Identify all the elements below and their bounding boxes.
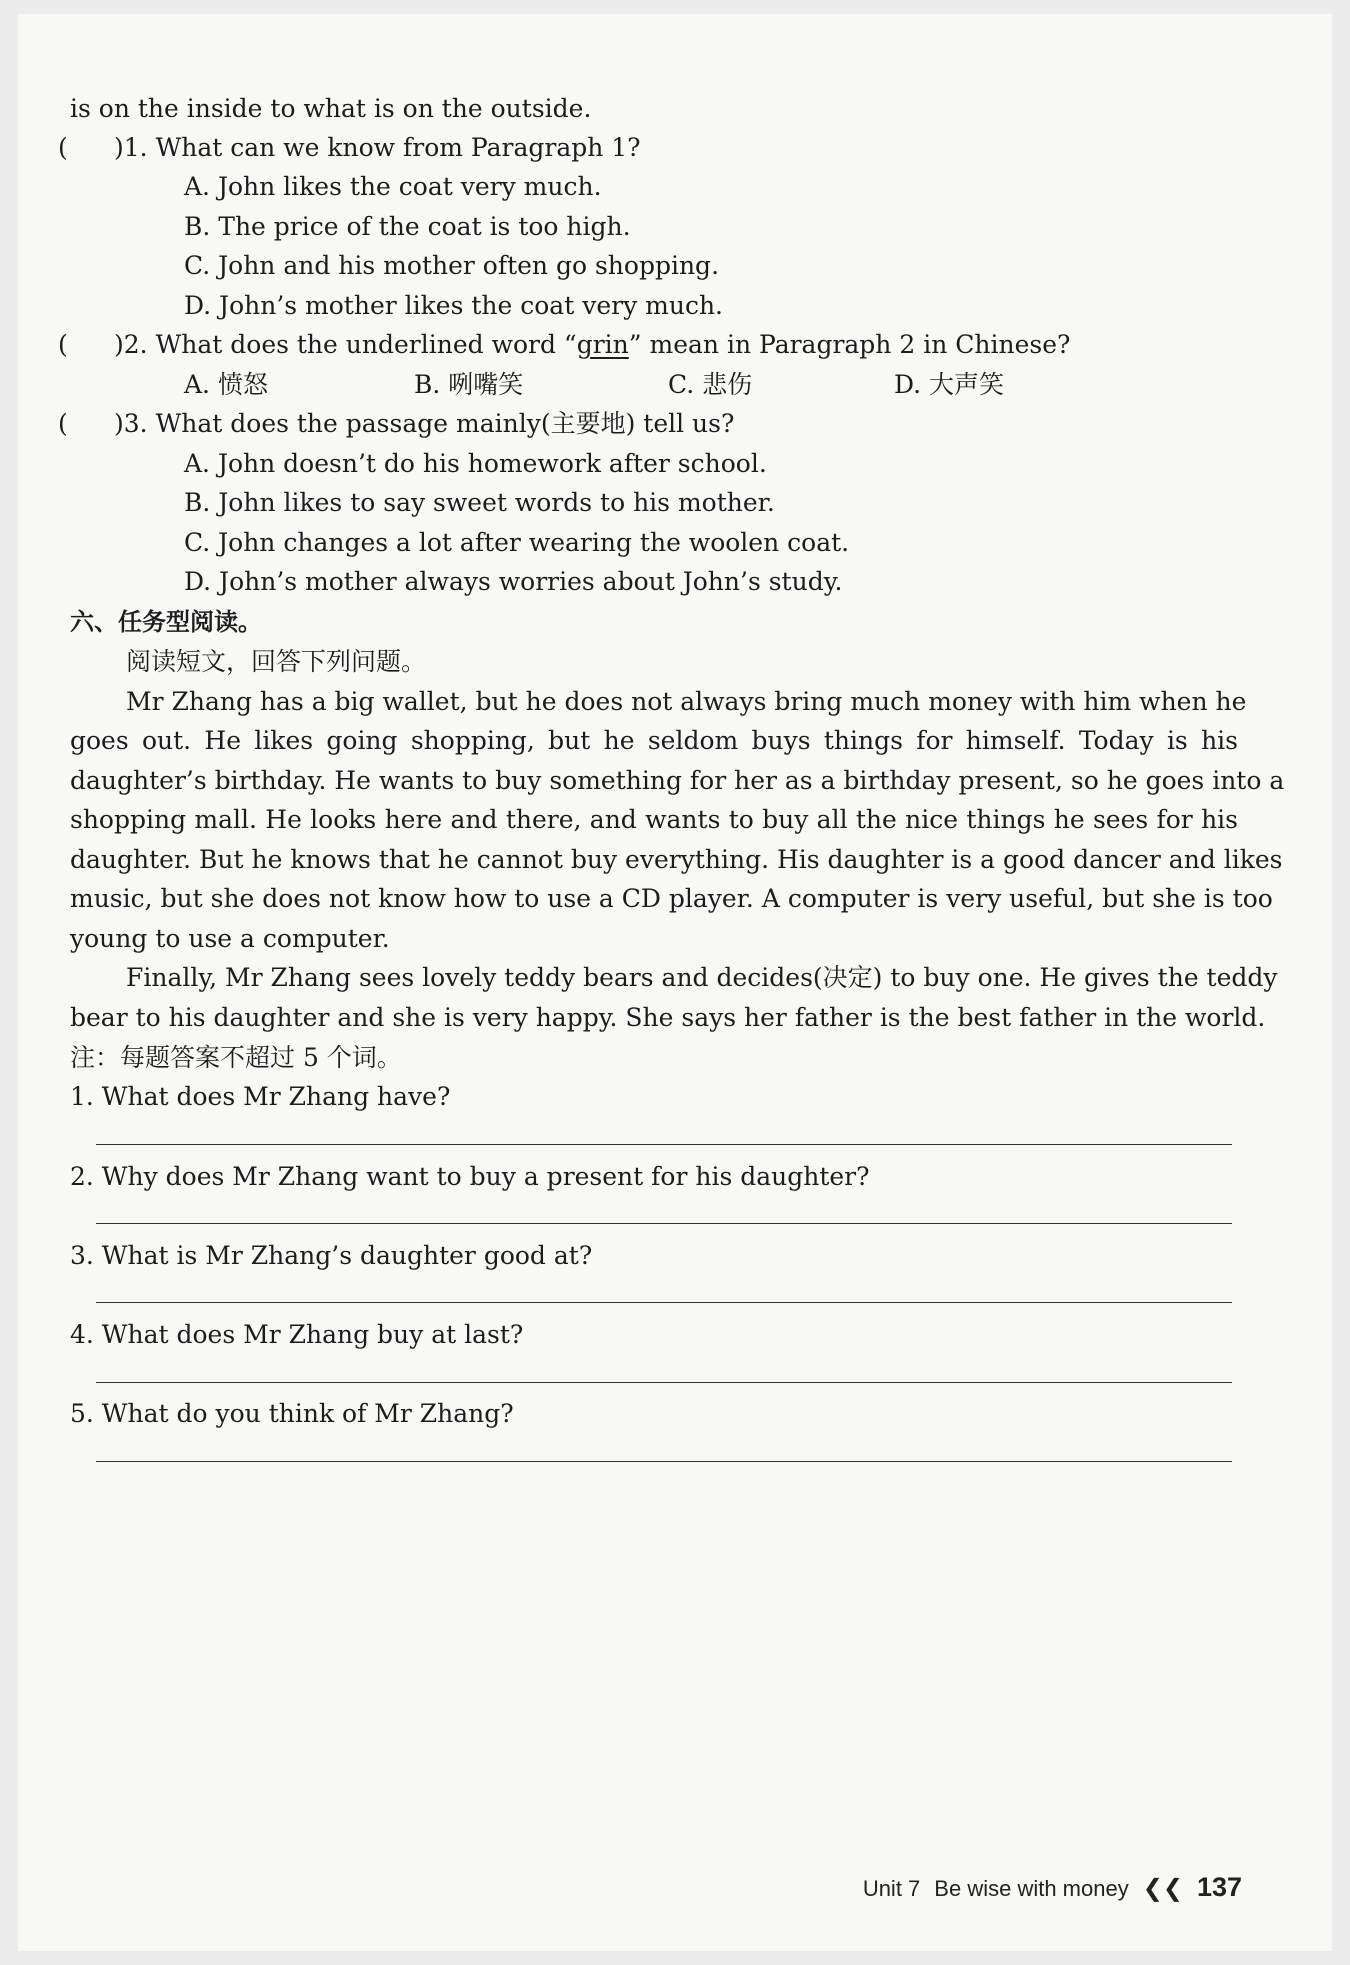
passage-line: shopping mall. He looks here and there, and wants to buy all the nice things he sees for his	[70, 805, 1238, 834]
continued-line: is on the inside to what is on the outside.	[70, 94, 592, 123]
open-question-5: 5. What do you think of Mr Zhang?	[70, 1399, 514, 1428]
worksheet-page	[18, 14, 1332, 1951]
option-b: B. The price of the coat is too high.	[184, 212, 631, 241]
answer-paren-close: )	[114, 409, 124, 438]
answer-line-2[interactable]	[96, 1223, 1232, 1224]
answer-paren-close: )	[114, 330, 124, 359]
double-chevron-left-icon: ❮❮	[1142, 1875, 1183, 1902]
passage-line: Mr Zhang has a big wallet, but he does not always bring much money with him when he	[126, 687, 1247, 716]
passage-line: bear to his daughter and she is very happy. She says her father is the best father in the world.	[70, 1003, 1266, 1032]
section-heading: 六、任务型阅读。	[70, 608, 262, 636]
question-text-after: ” mean in Paragraph 2 in Chinese?	[628, 330, 1071, 359]
option-c: C. 悲伤	[668, 370, 753, 399]
question-text: 3. What does the passage mainly(主要地) tell us?	[123, 409, 735, 438]
section-instruction: 阅读短文，回答下列问题。	[126, 647, 427, 676]
open-question-2: 2. Why does Mr Zhang want to buy a present for his daughter?	[70, 1162, 870, 1191]
answer-note: 注：每题答案不超过 5 个词。	[70, 1043, 402, 1072]
option-d: D. John’s mother likes the coat very much.	[184, 291, 723, 320]
option-a: A. 愤怒	[184, 370, 268, 399]
option-a: A. John likes the coat very much.	[184, 172, 602, 201]
passage-line: music, but she does not know how to use a CD player. A computer is very useful, but she is too	[70, 884, 1273, 913]
answer-line-4[interactable]	[96, 1382, 1232, 1383]
passage-line: daughter. But he knows that he cannot buy everything. His daughter is a good dancer and likes	[70, 845, 1283, 874]
answer-line-3[interactable]	[96, 1302, 1232, 1303]
open-question-3: 3. What is Mr Zhang’s daughter good at?	[70, 1241, 593, 1270]
passage-line: Finally, Mr Zhang sees lovely teddy bears and decides(决定) to buy one. He gives the teddy	[126, 963, 1278, 992]
option-c: C. John and his mother often go shopping.	[184, 251, 720, 280]
answer-line-5[interactable]	[96, 1461, 1232, 1462]
answer-paren-close: )	[114, 133, 124, 162]
option-d: D. 大声笑	[894, 370, 1005, 399]
answer-paren-open[interactable]: (	[58, 330, 68, 359]
underlined-word: grin	[576, 330, 629, 359]
unit-title: Be wise with money	[934, 1876, 1129, 1901]
open-question-1: 1. What does Mr Zhang have?	[70, 1082, 451, 1111]
passage-line: young to use a computer.	[70, 924, 390, 953]
page-number: 137	[1196, 1872, 1242, 1902]
option-c: C. John changes a lot after wearing the woolen coat.	[184, 528, 850, 557]
question-text-before: 2. What does the underlined word “	[123, 330, 577, 359]
answer-paren-open[interactable]: (	[58, 409, 68, 438]
passage-line: goes out. He likes going shopping, but he seldom buys things for himself. Today is his	[70, 726, 1238, 755]
answer-paren-open[interactable]: (	[58, 133, 68, 162]
option-d: D. John’s mother always worries about John’s study.	[184, 567, 843, 596]
option-b: B. John likes to say sweet words to his mother.	[184, 488, 775, 517]
question-text: 1. What can we know from Paragraph 1?	[123, 133, 641, 162]
option-a: A. John doesn’t do his homework after school.	[184, 449, 767, 478]
page-footer	[863, 1872, 1242, 1903]
unit-label: Unit 7	[862, 1876, 921, 1901]
passage-line: daughter’s birthday. He wants to buy something for her as a birthday present, so he goes into a	[70, 766, 1285, 795]
answer-line-1[interactable]	[96, 1144, 1232, 1145]
open-question-4: 4. What does Mr Zhang buy at last?	[70, 1320, 524, 1349]
option-b: B. 咧嘴笑	[414, 370, 524, 399]
